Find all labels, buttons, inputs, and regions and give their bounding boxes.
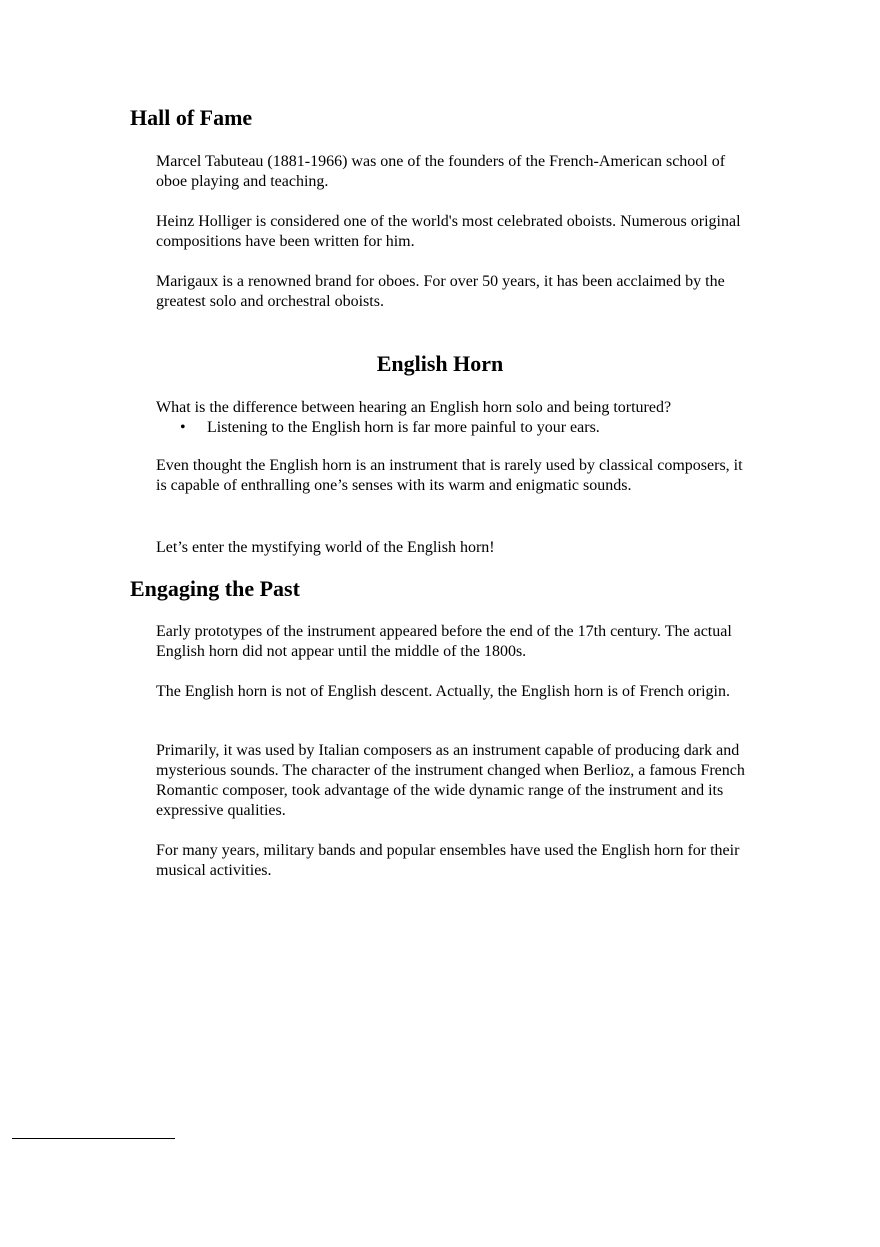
paragraph-french-origin: The English horn is not of English descent. Actually, the English horn is of French origin.: [156, 683, 730, 700]
paragraph-prototypes: Early prototypes of the instrument appeared before the end of the 17th century. The actual English horn did not appear until the middle of the 1800s.: [156, 623, 732, 660]
heading-engaging-the-past: Engaging the Past: [130, 576, 300, 601]
heading-english-horn: English Horn: [376, 351, 504, 376]
joke-question: What is the difference between hearing an English horn solo and being tortured?: [156, 399, 672, 416]
joke-answer: Listening to the English horn is far more painful to your ears.: [207, 419, 600, 436]
paragraph-enthralling: Even thought the English horn is an instrument that is rarely used by classical composers, it is capable of enthralling one’s senses with its warm and enigmatic sounds.: [156, 457, 743, 494]
paragraph-marigaux: Marigaux is a renowned brand for oboes. For over 50 years, it has been acclaimed by the greatest solo and orchestral oboists.: [156, 273, 725, 310]
paragraph-holliger: Heinz Holliger is considered one of the world's most celebrated oboists. Numerous original compositions have been written for him.: [156, 213, 741, 250]
paragraph-military-bands: For many years, military bands and popular ensembles have used the English horn for their musical activities.: [156, 842, 740, 879]
heading-hall-of-fame: Hall of Fame: [130, 105, 253, 130]
paragraph-berlioz: Primarily, it was used by Italian composers as an instrument capable of producing dark and mysterious sounds. The character of the instrument changed when Berlioz, a famous French Romantic composer, took advantage of the wide dynamic range of the instrument and its expressive qualities.: [156, 742, 745, 819]
paragraph-tabuteau: Marcel Tabuteau (1881-1966) was one of the founders of the French-American school of oboe playing and teaching.: [156, 153, 726, 190]
footnote-separator: [12, 1138, 175, 1139]
paragraph-mystifying-world: Let’s enter the mystifying world of the English horn!: [156, 539, 495, 556]
bullet-icon: •: [180, 419, 186, 436]
